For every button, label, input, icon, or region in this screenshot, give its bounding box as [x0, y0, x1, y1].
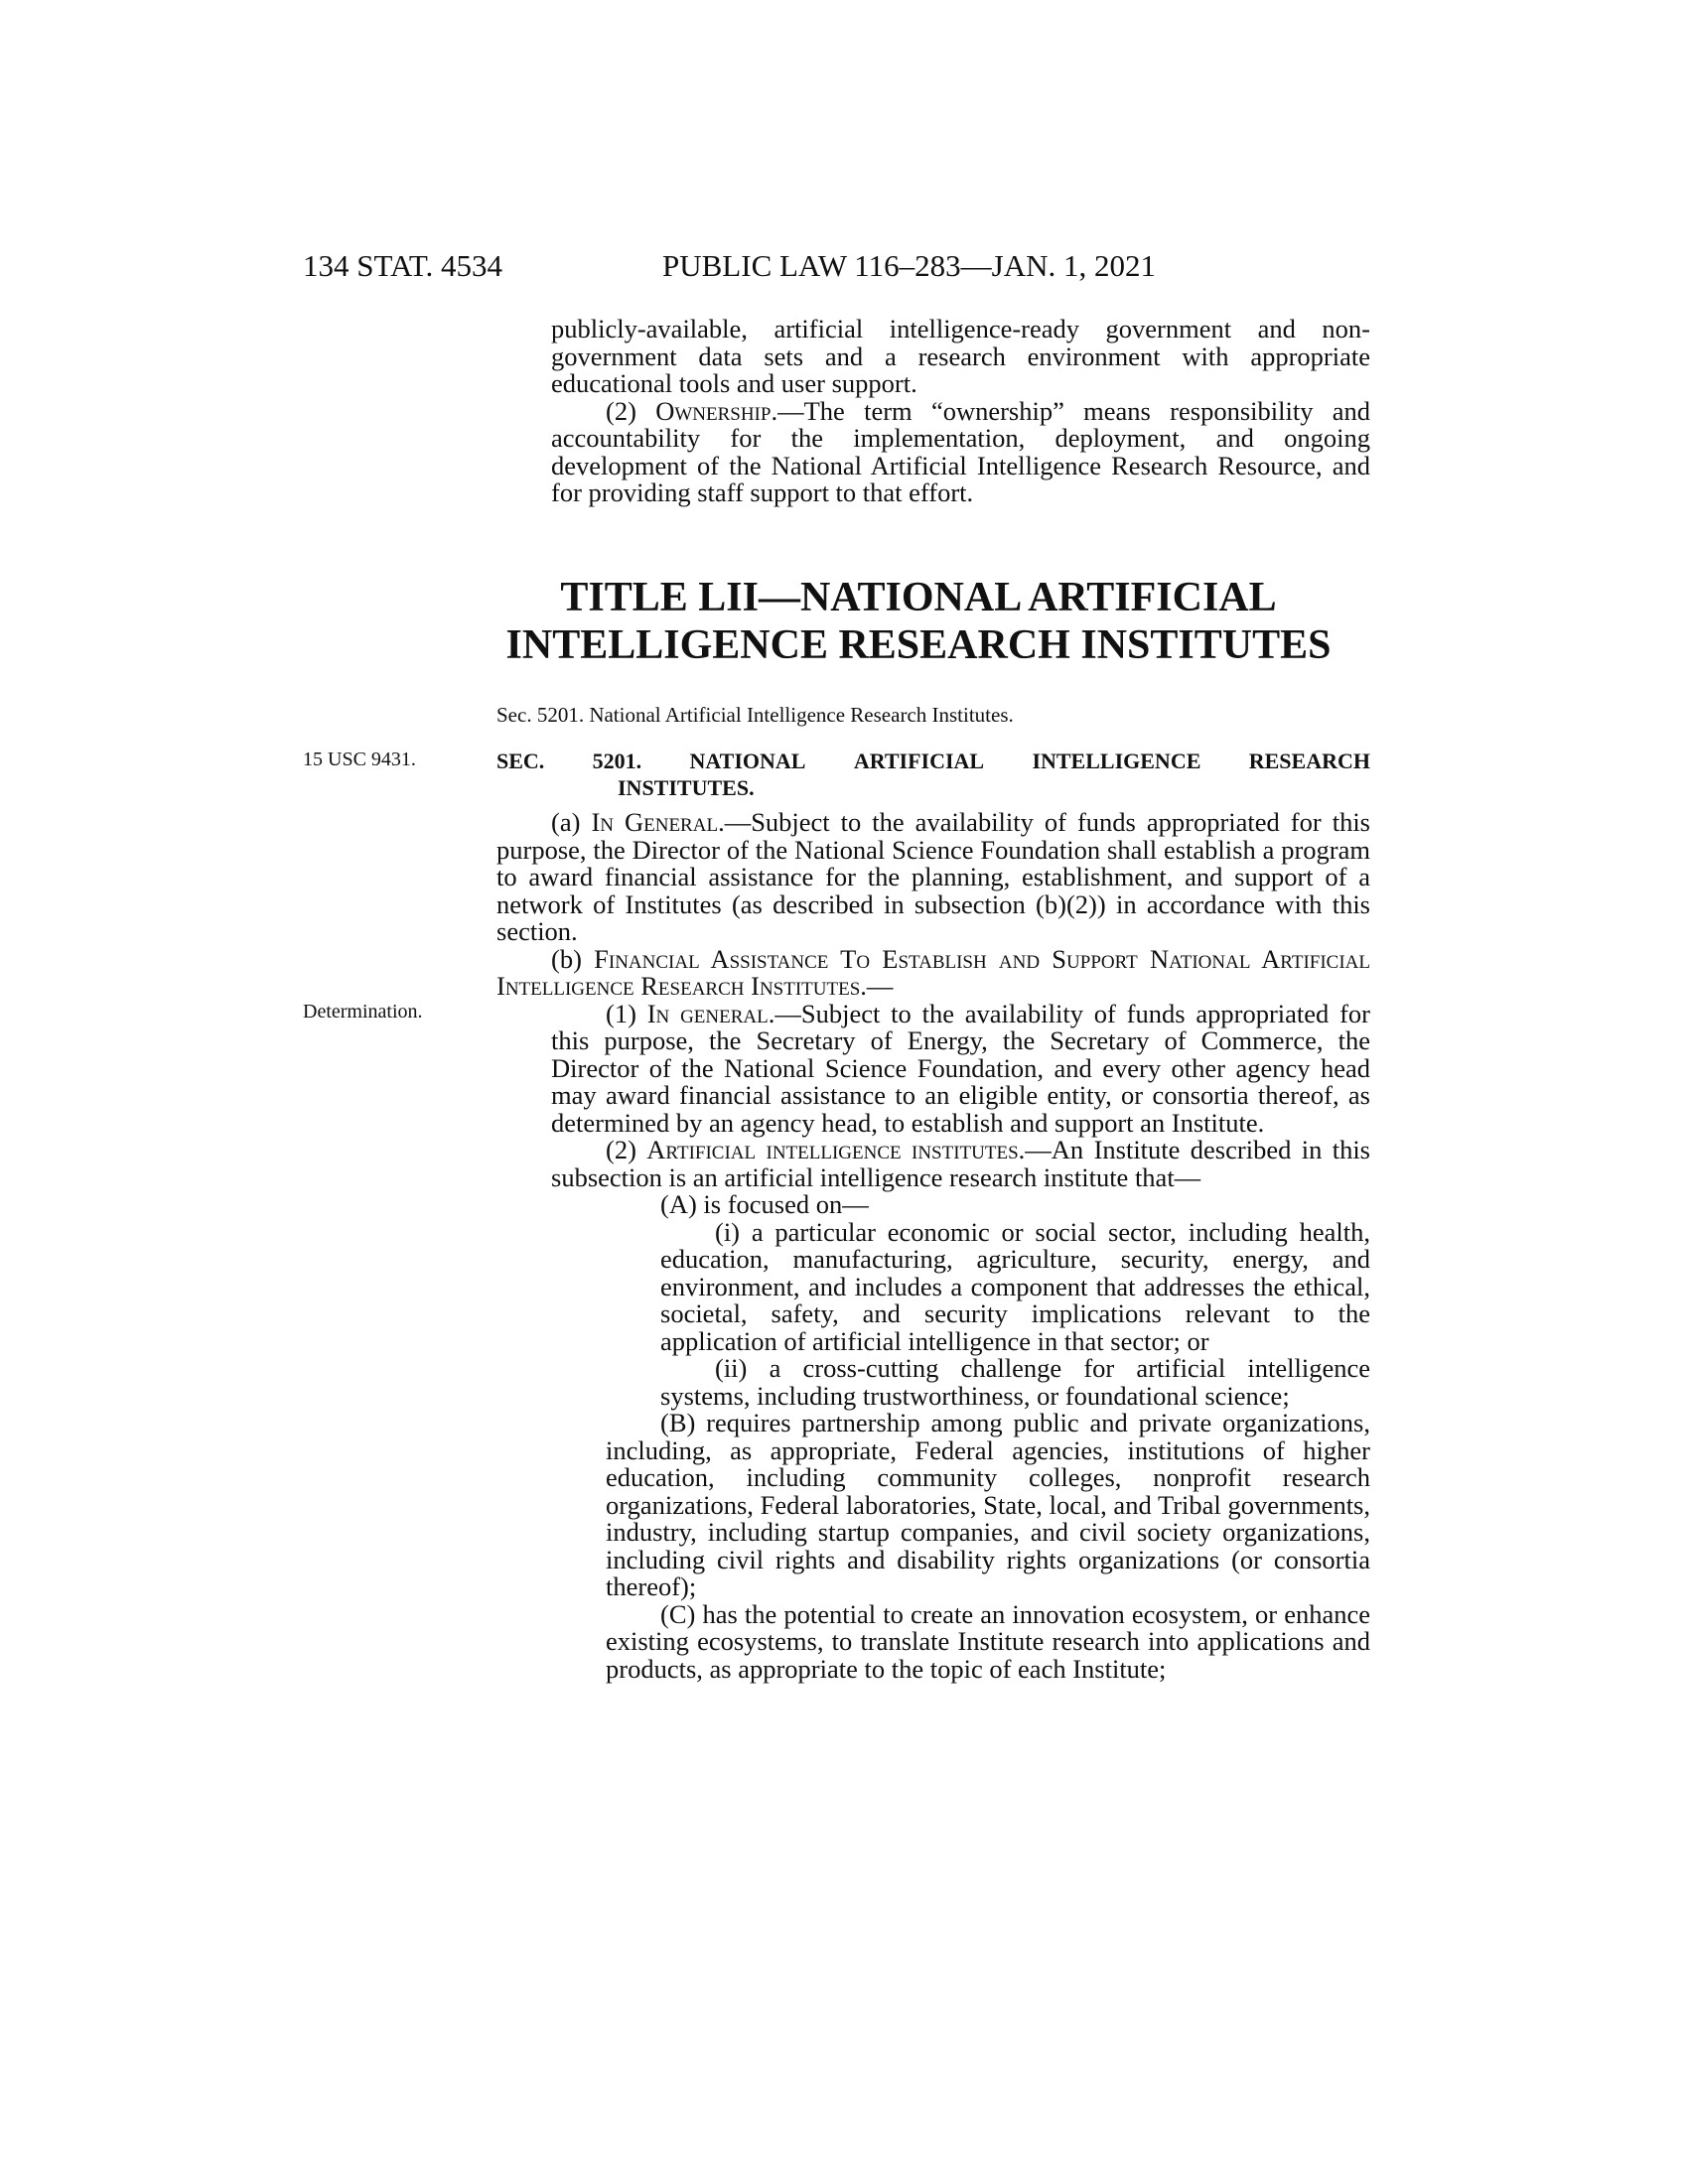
- stat-citation: 134 STAT. 4534: [303, 248, 503, 283]
- subparagraph-B: (B) requires partnership among public and private organizations, including, as appropriate, Federal agencies, institutions of higher education, including community colleges, nonprofit research organizations, Federal laboratories, State, local, and Tribal governments, industry, including startup companies, and civil society organizations, including civil rights and disability rights organizations (or consortia thereof);: [606, 1408, 1370, 1601]
- sec-word: ARTIFICIAL: [853, 749, 985, 773]
- paragraph-heading: Ownership: [655, 395, 772, 426]
- clause-i: (i) a particular economic or social sector, including health, education, manufacturing, agriculture, security, energy, and environment, and includes a component that addresses the ethical, societal, safety, and security implications relevant to the application of artificial intelligence in that sector; or: [660, 1216, 1370, 1356]
- title-heading: [467, 574, 1370, 669]
- running-header: PUBLIC LAW 116–283—JAN. 1, 2021: [662, 248, 1156, 283]
- paragraph-label: (2): [606, 1135, 636, 1164]
- paragraph-b2: [496, 1137, 1370, 1191]
- clause-ii: (ii) a cross-cutting challenge for artificial intelligence systems, including trustworthiness, or foundational science;: [660, 1353, 1370, 1411]
- section-body: [496, 809, 1370, 1683]
- table-of-contents-entry: Sec. 5201. National Artificial Intelligence Research Institutes.: [496, 703, 1014, 727]
- subsection-a: [496, 809, 1370, 946]
- subparagraph-C: (C) has the potential to create an innovation ecosystem, or enhance existing ecosystems, to translate Institute research into applications and products, as appropriate to the topic of each Institute;: [606, 1598, 1370, 1684]
- ownership-paragraph: [551, 395, 1370, 507]
- paragraph-b1: [496, 998, 1370, 1138]
- title-line-1: TITLE LII—NATIONAL ARTIFICIAL: [560, 575, 1277, 620]
- subsection-heading: In General: [591, 807, 719, 837]
- subsection-dash: .—: [860, 971, 894, 1001]
- sec-number: 5201.: [592, 749, 642, 773]
- continued-paragraph: publicly-available, artificial intelligence-ready government and non-government data sets and a research environment with appropriate educational tools and user support.: [551, 314, 1370, 398]
- paragraph-label: (2): [606, 395, 636, 426]
- sec-label: SEC.: [496, 749, 545, 773]
- sec-heading-continued: INSTITUTES.: [618, 775, 755, 800]
- margin-note-determination: Determination.: [303, 1001, 423, 1023]
- sec-word: RESEARCH: [1248, 749, 1370, 773]
- subparagraph-A: (A) is focused on—: [660, 1189, 869, 1219]
- top-text-block: [551, 316, 1370, 507]
- subsection-b: [496, 943, 1370, 1001]
- paragraph-label: (1): [606, 998, 636, 1028]
- paragraph-text: .—The term “ownership” means responsibility and accountability for the implementation, deployment, and ongoing development of the National Artificial Intelligence Research Resource, and for providing staff support to that effort.: [551, 395, 1370, 507]
- subsection-label: (a): [551, 807, 581, 837]
- sec-word: INTELLIGENCE: [1032, 749, 1201, 773]
- paragraph-heading: In general: [646, 998, 769, 1028]
- subsection-text: .—Subject to the availability of funds appropriated for this purpose, the Director of the National Science Foundation shall establish a program to award financial assistance for the planning, establishment, and support of a network of Institutes (as described in subsection (b)(2)) in accordance with this section.: [496, 807, 1370, 946]
- section-heading: [496, 748, 1370, 801]
- subsection-label: (b): [551, 943, 582, 974]
- paragraph-heading: Artificial intelligence institutes: [646, 1135, 1019, 1164]
- paragraph-text: .—An Institute described in this subsection is an artificial intelligence research institute that—: [551, 1135, 1370, 1192]
- subsection-heading: Financial Assistance To Establish and Support National Artificial Intelligence Research Institutes: [496, 943, 1370, 1001]
- sec-word: NATIONAL: [689, 749, 806, 773]
- paragraph-text: .—Subject to the availability of funds appropriated for this purpose, the Secretary of Energy, the Secretary of Commerce, the Director of the National Science Foundation, and every other agency head may award financial assistance to an eligible entity, or consortia thereof, as determined by an agency head, to establish and support an Institute.: [551, 998, 1370, 1138]
- margin-note-usc: 15 USC 9431.: [303, 749, 416, 770]
- title-line-2: INTELLIGENCE RESEARCH INSTITUTES: [505, 622, 1332, 668]
